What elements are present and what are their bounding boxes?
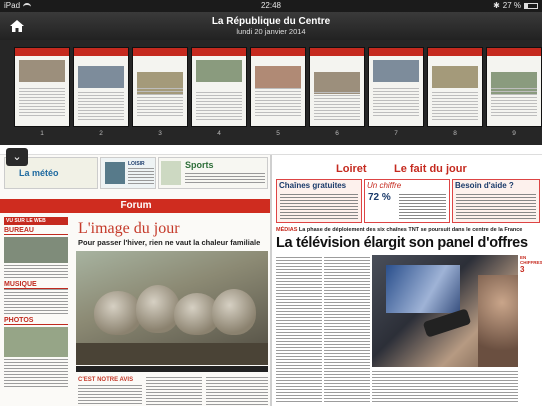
thumbnail-page-number: 7 [394,130,398,137]
page-header-strip [0,145,542,155]
page-thumbnail[interactable] [132,47,188,127]
thumb-header [487,48,541,56]
battery-icon [524,3,538,9]
page-thumbnail[interactable] [309,47,365,127]
en-chiffres-label: EN CHIFFRES [520,255,542,265]
box-chiffre [364,179,450,223]
section-banner [274,163,542,176]
sidebar-text [4,289,68,315]
bluetooth-icon: ✱ [493,1,500,10]
thumb-photo [314,72,360,94]
thumbnail-page-number: 1 [40,130,44,137]
collapse-thumbnails-button[interactable]: ⌄ [6,148,28,166]
thumbnail-page-number: 2 [99,130,103,137]
box-text [456,194,536,219]
image-of-day-subtitle: Pour passer l'hiver, rien ne vaut la chaleur familiale [78,238,261,247]
page-thumbnail[interactable] [73,47,129,127]
page-thumbnail[interactable] [250,47,306,127]
thumb-photo [78,66,124,88]
forum-banner: Forum [0,199,272,213]
thumb-photo [373,60,419,82]
battery-percent: 27 % [502,1,521,10]
box-chaines [276,179,362,223]
page-thumbnail[interactable] [14,47,70,127]
thumb-text [78,92,124,122]
thumb-photo [432,66,478,88]
en-chiffres-value: 3 [520,265,525,274]
status-right [493,0,538,12]
loisir-text [128,168,154,186]
en-chiffres-box [520,255,542,274]
loisir-image [105,162,125,184]
sidebar-section-musique: MUSIQUE [4,281,68,289]
thumb-header [310,48,364,56]
page-thumbnail[interactable] [368,47,424,127]
box-aide-title: Besoin d'aide ? [455,181,514,190]
thumb-header [15,48,69,56]
sports-box [158,157,268,189]
sidebar-text [4,359,68,389]
thumb-header [74,48,128,56]
box-text [280,194,358,219]
sidebar-section-photos: PHOTOS [4,317,68,325]
article-text [78,385,142,405]
thumb-text [255,88,301,118]
bird-shape [94,291,142,335]
sports-label: Sports [185,160,214,170]
right-page[interactable] [274,155,542,406]
thumb-text [137,88,183,118]
article-text [146,377,202,405]
box-aide [452,179,540,223]
clock: 22:48 [260,1,282,10]
page-thumbnails [0,40,542,145]
bird-shape [136,285,180,333]
left-page[interactable] [0,155,272,406]
home-icon[interactable] [10,20,24,32]
kicker-text: La phase de déploiement des six chaînes TNT se poursuit dans le centre de la France [298,227,523,233]
television-photo[interactable] [372,255,518,367]
battery-fill [525,4,528,8]
section-title: Le fait du jour [394,163,467,175]
ground-shape [76,343,268,365]
thumb-header [369,48,423,56]
thumb-text [19,88,65,118]
thumb-header [251,48,305,56]
thumbnail-page-number: 6 [335,130,339,137]
article-headline[interactable]: La télévision élargit son panel d'offres [276,235,528,251]
article-text [206,377,268,405]
loisir-box [100,157,156,189]
kicker-label: MÉDIAS [276,227,298,233]
thumb-text [491,88,537,118]
toolbar [0,12,542,40]
box-chaines-title: Chaînes gratuites [279,181,347,190]
article-kicker [276,227,540,233]
thumb-photo [196,60,242,82]
info-boxes [276,179,540,223]
thumb-header [428,48,482,56]
section-region: Loiret [336,163,367,175]
thumbnail-page-number: 4 [217,130,221,137]
thumb-text [314,92,360,122]
newspaper-spread[interactable] [0,145,542,406]
photo-caption [76,366,268,372]
thumbnail-page-number: 8 [453,130,457,137]
bird-shape [212,289,256,335]
sidebar-text [4,265,68,279]
thumb-text [432,92,478,122]
article-column [324,257,370,403]
thumbnail-page-number: 3 [158,130,162,137]
thumbnail-page-number: 5 [276,130,280,137]
page-thumbnail[interactable] [427,47,483,127]
publication-date: lundi 20 janvier 2014 [236,27,306,36]
thumb-header [192,48,246,56]
image-of-day-title: L'image du jour [78,220,180,237]
thumb-header [133,48,187,56]
device-name: iPad [4,1,21,10]
image-of-day-photo[interactable] [76,251,268,365]
person-shape [478,275,518,367]
status-bar [0,0,542,12]
page-thumbnail[interactable] [191,47,247,127]
page-thumbnail[interactable] [486,47,542,127]
sports-image [161,161,181,185]
thumb-text [196,92,242,122]
sidebar-image-bureau [4,237,68,263]
sidebar-section-bureau: BUREAU [4,227,68,235]
box-chiffre-value: 72 % [368,192,391,203]
thumb-photo [19,60,65,82]
loisir-label: LOISIR [128,161,145,167]
sidebar-header: VU SUR LE WEB [4,217,68,225]
thumb-text [373,88,419,118]
tv-screen-shape [386,265,460,313]
article-column [372,371,518,403]
cest-notre-avis-label: C'EST NOTRE AVIS [78,377,134,383]
weather-label: La météo [19,168,59,178]
web-sidebar [4,217,68,403]
thumbnail-page-number: 9 [512,130,516,137]
sidebar-image-photos [4,327,68,357]
publication-title: La République du Centre [211,16,331,27]
box-text [399,194,446,219]
sports-text [185,173,265,185]
article-column [276,257,322,403]
box-chiffre-title: Un chiffre [367,181,402,190]
thumb-photo [255,66,301,88]
